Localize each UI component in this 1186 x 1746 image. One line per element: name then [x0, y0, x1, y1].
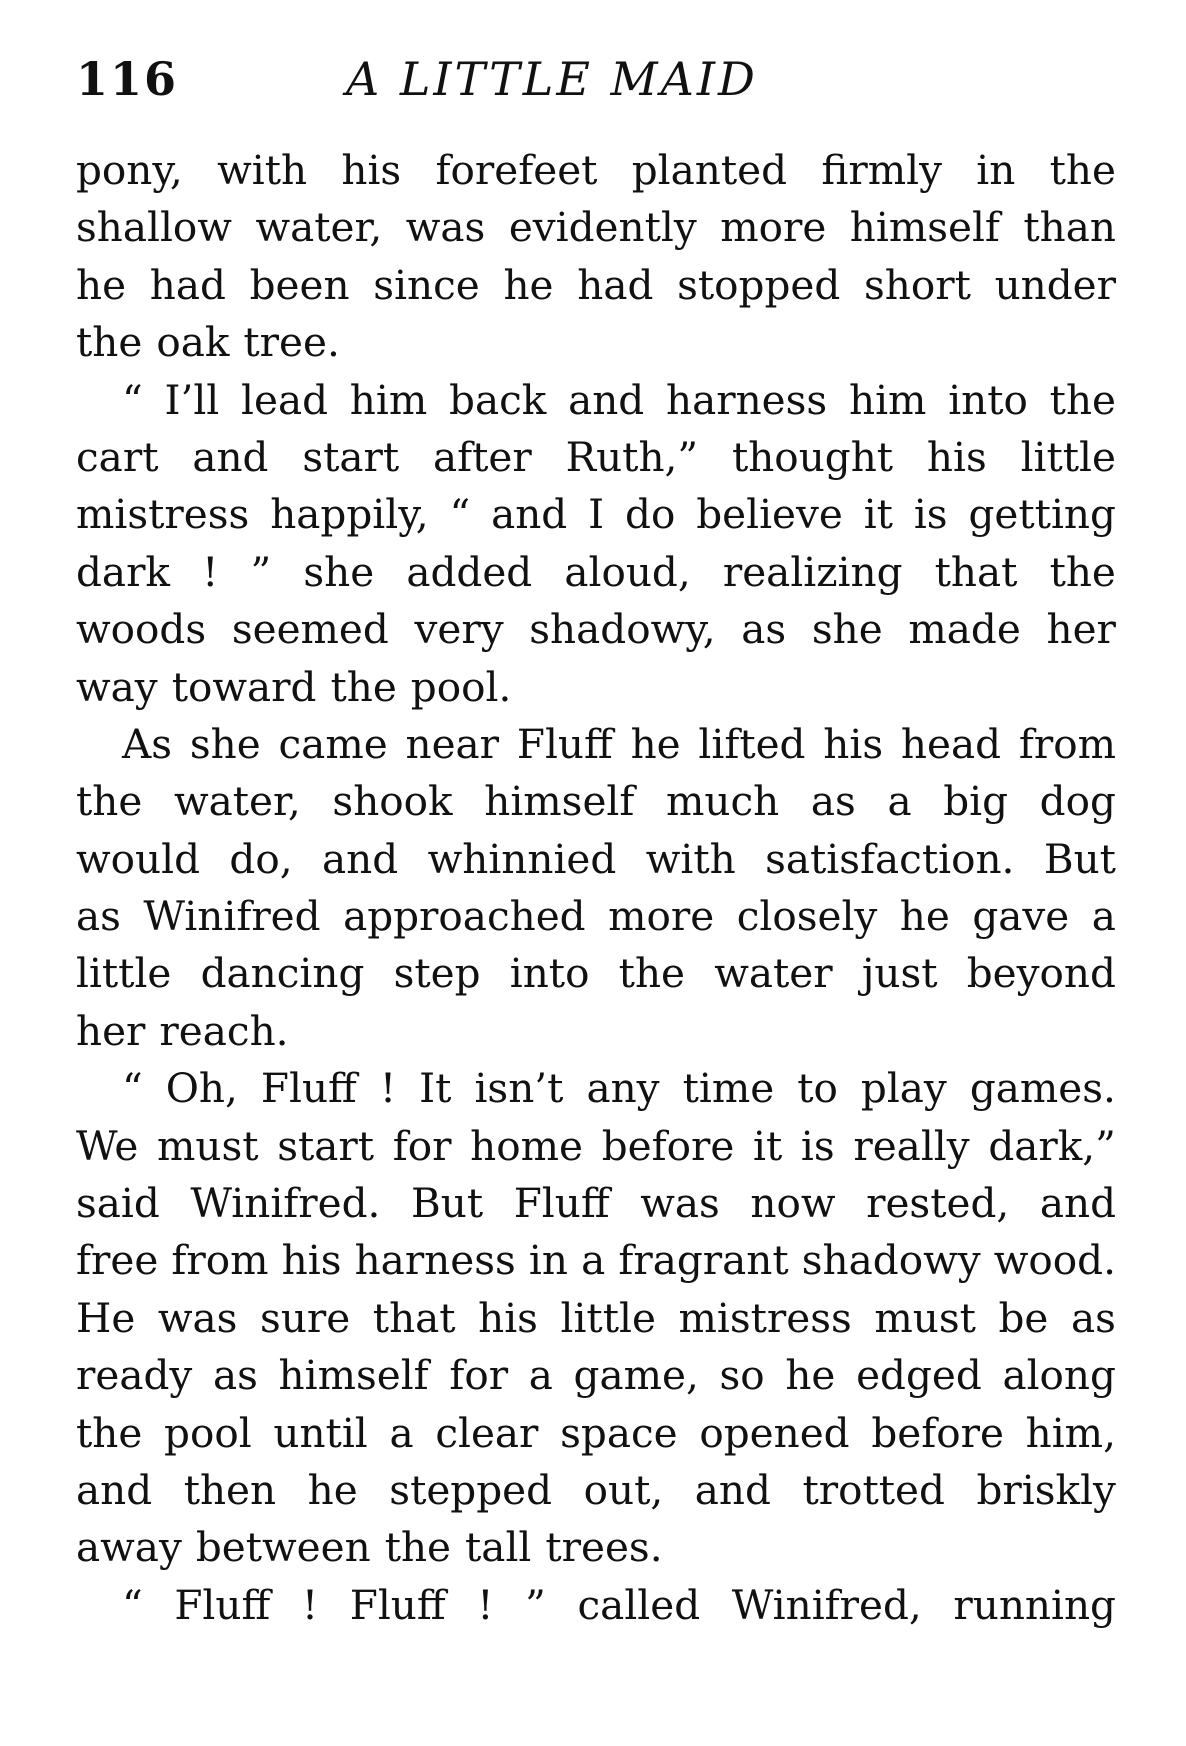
- word: the: [330, 662, 397, 711]
- word: planted: [631, 146, 788, 194]
- word: Winifred,: [731, 1580, 922, 1629]
- word: himself: [849, 203, 1000, 252]
- word: as: [212, 1351, 258, 1400]
- word: As: [122, 719, 173, 768]
- word: Fluff: [349, 1580, 446, 1629]
- word: the: [1049, 375, 1116, 424]
- word: But: [1043, 834, 1116, 883]
- text-line: [76, 544, 1116, 601]
- word: and: [568, 375, 645, 424]
- text-line: [76, 888, 1116, 945]
- word: so: [719, 1351, 765, 1400]
- word: firmly: [821, 146, 942, 194]
- word: his: [281, 1236, 342, 1285]
- word: little: [76, 949, 172, 998]
- word: made: [908, 605, 1021, 654]
- word: with: [645, 834, 736, 883]
- word: into: [509, 949, 590, 998]
- text-line: [76, 601, 1116, 658]
- word: little: [1020, 432, 1116, 481]
- word: Fluff: [260, 1064, 357, 1113]
- word: until: [273, 1408, 368, 1457]
- word: under: [994, 260, 1116, 309]
- word: him,: [1025, 1408, 1116, 1457]
- word: pool.: [410, 662, 512, 711]
- word: play: [860, 1064, 947, 1113]
- word: “: [122, 1580, 143, 1629]
- word: the: [618, 949, 685, 998]
- word: “: [122, 375, 143, 424]
- word: Oh,: [165, 1064, 238, 1113]
- word: short: [863, 260, 971, 309]
- word: it: [863, 490, 893, 539]
- word: really: [853, 1121, 970, 1170]
- word: her: [1046, 605, 1116, 654]
- running-title: A LITTLE MAID: [346, 52, 758, 106]
- word: was: [640, 1179, 720, 1228]
- word: lead: [241, 375, 329, 424]
- word: running: [953, 1580, 1116, 1629]
- word: dark: [76, 547, 170, 596]
- word: he: [785, 1351, 836, 1400]
- text-line: [76, 314, 1116, 371]
- word: then: [183, 1465, 277, 1514]
- word: the: [384, 1523, 452, 1572]
- word: isn’t: [474, 1064, 564, 1113]
- word: start: [302, 432, 400, 481]
- word: the: [76, 318, 143, 367]
- word: water,: [173, 777, 301, 826]
- text-line: [76, 1577, 1116, 1634]
- word: her: [76, 1006, 146, 1055]
- word: toward: [171, 662, 317, 711]
- word: trees.: [545, 1523, 663, 1572]
- word: a: [528, 1351, 553, 1400]
- word: reach.: [159, 1006, 289, 1055]
- page-header: [76, 52, 1116, 112]
- word: realizing: [722, 547, 903, 596]
- word: !: [379, 1064, 397, 1113]
- word: satisfaction.: [765, 834, 1015, 883]
- word: the: [1049, 547, 1116, 596]
- word: the: [1049, 146, 1116, 194]
- word: tree.: [243, 318, 340, 367]
- text-line: [76, 1519, 1116, 1576]
- word: shook: [332, 777, 453, 826]
- body-text: [76, 142, 1116, 1634]
- word: a: [887, 777, 912, 826]
- word: believe: [696, 490, 843, 539]
- text-line: [76, 429, 1116, 486]
- word: Fluff: [513, 1179, 610, 1228]
- word: !: [477, 1580, 494, 1629]
- word: dog: [1039, 777, 1116, 826]
- word: himself: [484, 777, 635, 826]
- word: fragrant: [618, 1236, 789, 1285]
- word: little: [560, 1293, 656, 1342]
- word: than: [1023, 203, 1116, 252]
- text-line: [76, 1232, 1116, 1289]
- word: she: [189, 719, 261, 768]
- word: be: [998, 1293, 1049, 1342]
- word: It: [419, 1064, 452, 1113]
- word: that: [372, 1293, 456, 1342]
- word: just: [861, 949, 938, 998]
- text-line: [76, 372, 1116, 429]
- word: games.: [969, 1064, 1116, 1113]
- text-line: [76, 257, 1116, 314]
- word: big: [943, 777, 1009, 826]
- word: mistress: [76, 490, 250, 539]
- text-line: [76, 486, 1116, 543]
- word: gave: [972, 892, 1070, 941]
- word: pony,: [76, 146, 183, 194]
- word: he: [76, 260, 127, 309]
- word: opened: [699, 1408, 850, 1457]
- word: must: [874, 1293, 976, 1342]
- word: harness: [666, 375, 828, 424]
- word: is: [913, 490, 948, 539]
- word: very: [414, 605, 504, 654]
- text-line: [76, 1175, 1116, 1232]
- word: tall: [465, 1523, 532, 1572]
- text-line: [76, 1462, 1116, 1519]
- text-line: [76, 945, 1116, 1002]
- word: We: [76, 1121, 139, 1170]
- text-line: [76, 1118, 1116, 1175]
- word: added: [406, 547, 533, 596]
- text-line: [76, 716, 1116, 773]
- word: said: [76, 1179, 160, 1228]
- word: seemed: [231, 605, 389, 654]
- text-line: [76, 1405, 1116, 1462]
- word: his: [823, 719, 884, 768]
- word: cart: [76, 432, 159, 481]
- word: a: [389, 1408, 414, 1457]
- word: Winifred: [143, 892, 321, 941]
- word: more: [720, 203, 827, 252]
- word: closely: [736, 892, 878, 941]
- word: sure: [260, 1293, 351, 1342]
- word: a: [1091, 892, 1116, 941]
- word: rested,: [866, 1179, 1010, 1228]
- word: water,: [255, 203, 383, 252]
- word: out,: [583, 1465, 664, 1514]
- word: thought: [731, 432, 894, 481]
- word: time: [682, 1064, 775, 1113]
- word: as: [1070, 1293, 1116, 1342]
- word: along: [1002, 1351, 1116, 1400]
- word: pool: [164, 1408, 252, 1457]
- word: aloud,: [564, 547, 691, 596]
- word: more: [608, 892, 715, 941]
- word: he: [630, 719, 681, 768]
- word: since: [373, 260, 480, 309]
- word: and: [694, 1465, 771, 1514]
- text-line: [76, 1290, 1116, 1347]
- word: and: [76, 1465, 153, 1514]
- word: before: [601, 1121, 735, 1170]
- word: trotted: [802, 1465, 945, 1514]
- word: head: [900, 719, 1002, 768]
- word: into: [948, 375, 1028, 424]
- word: ready: [76, 1351, 193, 1400]
- text-line: [76, 659, 1116, 716]
- word: that: [934, 547, 1018, 596]
- word: him: [848, 375, 927, 424]
- word: start: [277, 1121, 375, 1170]
- word: had: [149, 260, 226, 309]
- word: his: [926, 432, 987, 481]
- word: happily,: [270, 490, 429, 539]
- word: he: [307, 1465, 358, 1514]
- word: the: [76, 777, 143, 826]
- text-line: [76, 831, 1116, 888]
- word: for: [449, 1351, 509, 1400]
- word: had: [577, 260, 654, 309]
- word: Ruth,”: [565, 432, 699, 481]
- word: came: [278, 719, 388, 768]
- word: near: [405, 719, 500, 768]
- word: as: [810, 777, 856, 826]
- word: water: [714, 949, 833, 998]
- word: beyond: [966, 949, 1116, 998]
- word: stopped: [677, 260, 841, 309]
- word: and: [322, 834, 399, 883]
- word: for: [392, 1121, 452, 1170]
- word: and: [491, 490, 568, 539]
- word: forefeet: [435, 146, 598, 194]
- word: between: [195, 1523, 371, 1572]
- word: himself: [278, 1351, 429, 1400]
- text-line: [76, 199, 1116, 256]
- word: much: [666, 777, 780, 826]
- word: I: [588, 490, 605, 539]
- word: He: [76, 1293, 136, 1342]
- word: ”: [525, 1580, 546, 1629]
- word: I’ll: [164, 375, 220, 424]
- word: a: [581, 1236, 606, 1285]
- word: would: [76, 834, 201, 883]
- word: with: [217, 146, 308, 194]
- word: to: [797, 1064, 838, 1113]
- word: as: [741, 605, 787, 654]
- word: he: [503, 260, 554, 309]
- word: ”: [250, 547, 272, 596]
- word: in: [976, 146, 1016, 194]
- text-line: [76, 1003, 1116, 1060]
- word: way: [76, 662, 158, 711]
- word: lifted: [698, 719, 806, 768]
- word: do: [625, 490, 676, 539]
- word: briskly: [976, 1465, 1116, 1514]
- word: she: [811, 605, 883, 654]
- word: was: [405, 203, 486, 252]
- text-line: [76, 1060, 1116, 1117]
- word: step: [393, 949, 481, 998]
- word: shadowy,: [529, 605, 716, 654]
- text-line: [76, 773, 1116, 830]
- word: approached: [343, 892, 586, 941]
- word: free: [76, 1236, 159, 1285]
- word: game,: [573, 1351, 699, 1400]
- word: been: [249, 260, 350, 309]
- word: oak: [156, 318, 230, 367]
- word: must: [156, 1121, 259, 1170]
- word: !: [301, 1580, 319, 1629]
- word: !: [202, 547, 219, 596]
- word: in: [528, 1236, 568, 1285]
- word: do,: [229, 834, 293, 883]
- word: “: [122, 1064, 143, 1113]
- word: evidently: [508, 203, 697, 252]
- word: harness: [354, 1236, 516, 1285]
- word: called: [577, 1580, 701, 1629]
- word: he: [899, 892, 950, 941]
- word: after: [433, 432, 532, 481]
- word: it: [753, 1121, 783, 1170]
- word: woods: [76, 605, 207, 654]
- word: and: [1039, 1179, 1116, 1228]
- word: But: [411, 1179, 484, 1228]
- word: stepped: [389, 1465, 553, 1514]
- word: Fluff: [174, 1580, 271, 1629]
- word: home: [470, 1121, 584, 1170]
- word: away: [76, 1523, 182, 1572]
- word: space: [560, 1408, 678, 1457]
- text-line: [76, 142, 1116, 199]
- word: before: [871, 1408, 1004, 1457]
- word: from: [171, 1236, 269, 1285]
- word: she: [303, 547, 375, 596]
- word: and: [192, 432, 269, 481]
- word: is: [800, 1121, 835, 1170]
- word: from: [1018, 719, 1116, 768]
- word: wood.: [993, 1236, 1116, 1285]
- word: dark,”: [988, 1121, 1116, 1170]
- word: him: [349, 375, 428, 424]
- page-number: 116: [76, 52, 179, 106]
- word: back: [449, 375, 547, 424]
- word: clear: [435, 1408, 539, 1457]
- word: edged: [856, 1351, 982, 1400]
- word: shallow: [76, 203, 232, 252]
- word: now: [750, 1179, 836, 1228]
- word: any: [586, 1064, 660, 1113]
- word: was: [157, 1293, 238, 1342]
- word: mistress: [678, 1293, 852, 1342]
- word: dancing: [200, 949, 365, 998]
- word: the: [76, 1408, 143, 1457]
- word: his: [478, 1293, 538, 1342]
- word: shadowy: [801, 1236, 981, 1285]
- text-line: [76, 1347, 1116, 1404]
- word: as: [76, 892, 121, 941]
- word: getting: [968, 490, 1116, 539]
- word: Winifred.: [190, 1179, 381, 1228]
- word: Fluff: [516, 719, 613, 768]
- word: “: [449, 490, 471, 539]
- word: whinnied: [427, 834, 617, 883]
- word: his: [341, 146, 402, 194]
